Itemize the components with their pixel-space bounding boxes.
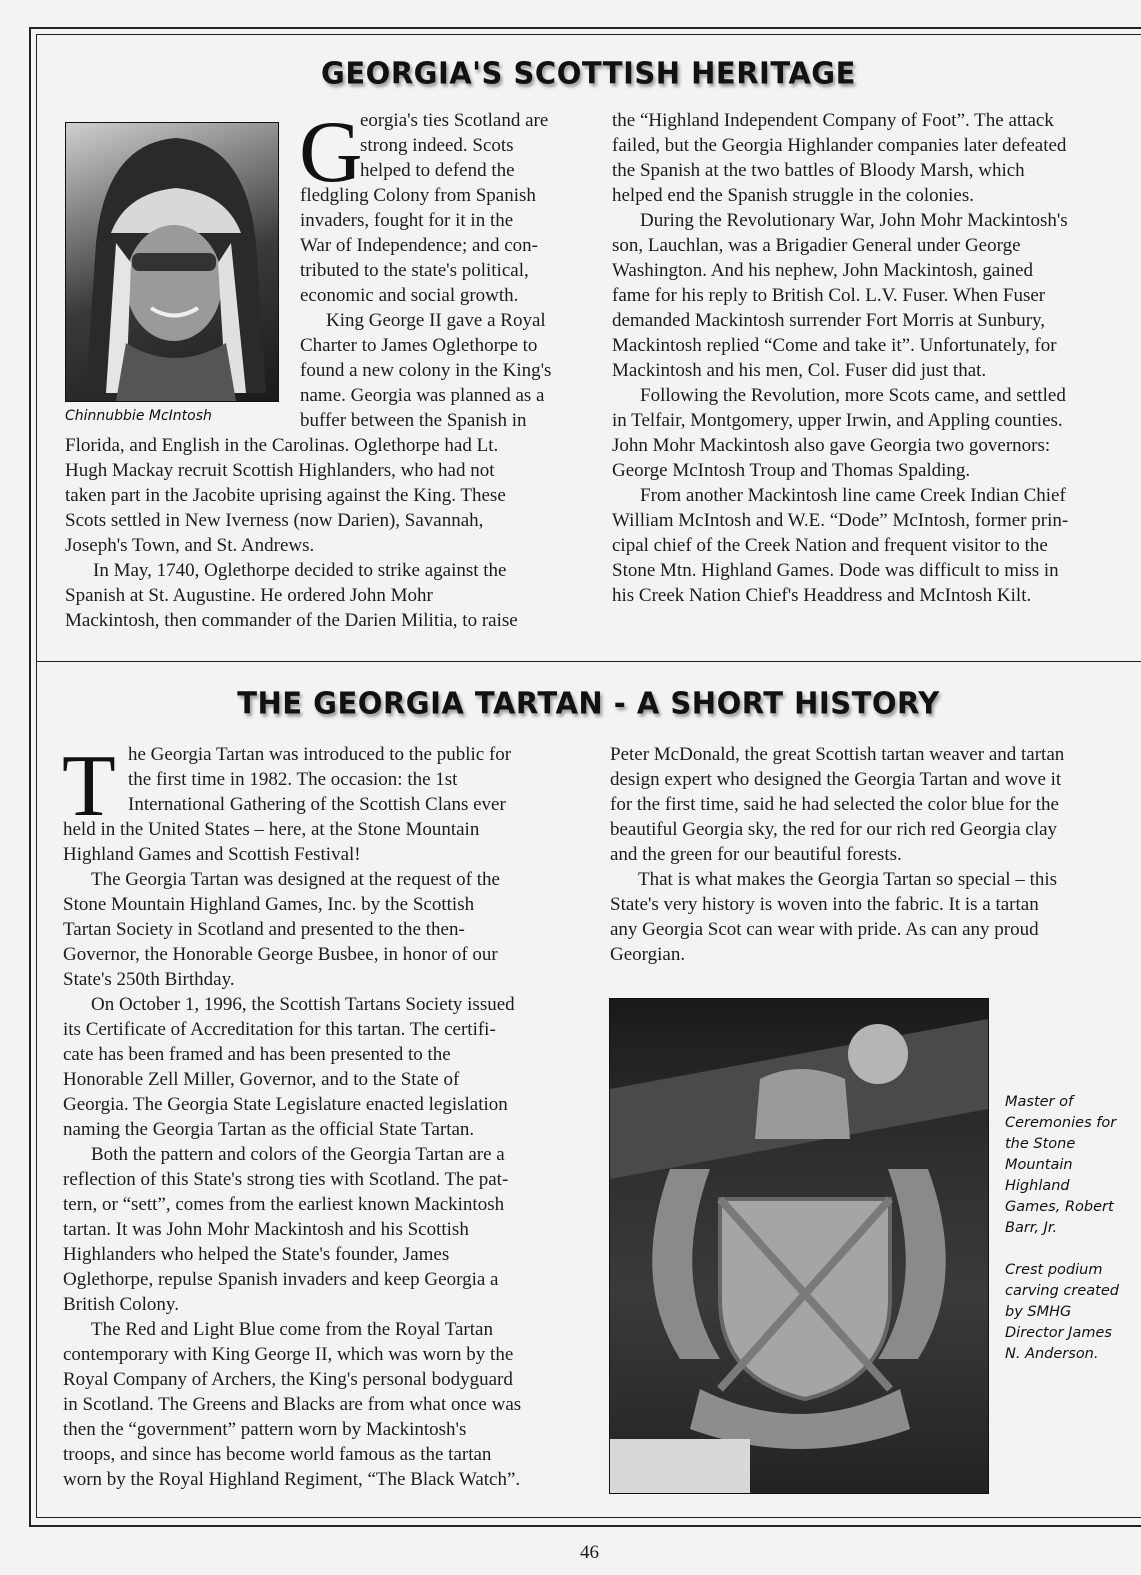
text-line: William McIntosh and W.E. “Dode” McIntosh, former prin- — [612, 510, 1069, 531]
text-line: Charter to James Oglethorpe to — [300, 335, 538, 356]
text-line: invaders, fought for it in the — [300, 210, 514, 231]
text-line: demanded Mackintosh surrender Fort Morris at Sunbury, — [612, 310, 1046, 331]
text-line: Oglethorpe, repulse Spanish invaders and keep Georgia a — [63, 1269, 499, 1290]
text-line: tern, or “sett”, comes from the earliest known Mackintosh — [63, 1194, 505, 1215]
text-line: Both the pattern and colors of the Georgia Tartan are a — [91, 1144, 505, 1165]
text-line: Honorable Zell Miller, Governor, and to the State of — [63, 1069, 460, 1090]
text-line: helped end the Spanish struggle in the colonies. — [612, 185, 974, 206]
text-line: helped to defend the — [360, 160, 515, 181]
text-line: King George II gave a Royal — [326, 310, 546, 331]
text-line: Stone Mtn. Highland Games. Dode was difficult to miss in — [612, 560, 1059, 581]
text-line: design expert who designed the Georgia Tartan and wove it — [610, 769, 1062, 790]
text-line: During the Revolutionary War, John Mohr Mackintosh's — [640, 210, 1068, 231]
text-line: then the “government” pattern worn by Mackintosh's — [63, 1419, 467, 1440]
text-line: taken part in the Jacobite uprising against the King. These — [65, 485, 506, 506]
text-line: Royal Company of Archers, the King's personal bodyguard — [63, 1369, 513, 1390]
text-line: in Telfair, Montgomery, upper Irwin, and Appling counties. — [612, 410, 1063, 431]
text-line: beautiful Georgia sky, the red for our rich red Georgia clay — [610, 819, 1058, 840]
text-line: fledgling Colony from Spanish — [300, 185, 536, 206]
text-line: On October 1, 1996, the Scottish Tartans Society issued — [91, 994, 515, 1015]
section2-title: THE GEORGIA TARTAN - A SHORT HISTORY — [237, 685, 940, 721]
text-line: Following the Revolution, more Scots came, and settled — [640, 385, 1066, 406]
text-line: Florida, and English in the Carolinas. Oglethorpe had Lt. — [65, 435, 499, 456]
text-line: Scots settled in New Iverness (now Darien), Savannah, — [65, 510, 484, 531]
text-line: cipal chief of the Creek Nation and frequent visitor to the — [612, 535, 1048, 556]
caption-line: Mountain — [1005, 1157, 1073, 1173]
text-line: The Red and Light Blue come from the Royal Tartan — [91, 1319, 493, 1340]
dropcap-g: G — [299, 104, 363, 201]
text-line: Highland Games and Scottish Festival! — [63, 844, 361, 865]
text-line: failed, but the Georgia Highlander companies later defeated — [612, 135, 1067, 156]
text-line: Washington. And his nephew, John Mackintosh, gained — [612, 260, 1033, 281]
text-line: Peter McDonald, the great Scottish tartan weaver and tartan — [610, 744, 1065, 765]
caption-line: Games, Robert — [1005, 1199, 1114, 1215]
text-line: Mackintosh and his men, Col. Fuser did just that. — [612, 360, 987, 381]
text-line: worn by the Royal Highland Regiment, “The Black Watch”. — [63, 1469, 521, 1490]
text-line: son, Lauchlan, was a Brigadier General under George — [612, 235, 1021, 256]
text-line: naming the Georgia Tartan as the official State Tartan. — [63, 1119, 475, 1140]
caption-line: Barr, Jr. — [1005, 1220, 1058, 1236]
text-line: Georgia. The Georgia State Legislature enacted legislation — [63, 1094, 508, 1115]
text-line: contemporary with King George II, which was worn by the — [63, 1344, 514, 1365]
page-number: 46 — [580, 1542, 599, 1563]
text-line: Governor, the Honorable George Busbee, in honor of our — [63, 944, 498, 965]
section-divider — [36, 661, 1141, 662]
text-line: State's 250th Birthday. — [63, 969, 235, 990]
text-line: Joseph's Town, and St. Andrews. — [65, 535, 315, 556]
photo-caption-chinnubbie: Chinnubbie McIntosh — [65, 408, 212, 424]
text-line: Hugh Mackay recruit Scottish Highlanders, who had not — [65, 460, 495, 481]
caption-line: Crest podium — [1005, 1262, 1103, 1278]
text-line: Mackintosh, then commander of the Darien Militia, to raise — [65, 610, 518, 631]
text-line: Spanish at St. Augustine. He ordered John Mohr — [65, 585, 433, 606]
text-line: Georgian. — [610, 944, 686, 965]
section1-title: GEORGIA'S SCOTTISH HERITAGE — [321, 55, 856, 91]
text-line: the “Highland Independent Company of Foot”. The attack — [612, 110, 1054, 131]
text-line: Highlanders who helped the State's founder, James — [63, 1244, 450, 1265]
text-line: economic and social growth. — [300, 285, 519, 306]
text-line: reflection of this State's strong ties with Scotland. The pat- — [63, 1169, 509, 1190]
caption-line — [1005, 1239, 1119, 1260]
text-line: in Scotland. The Greens and Blacks are from what once was — [63, 1394, 522, 1415]
text-line: From another Mackintosh line came Creek Indian Chief — [640, 485, 1066, 506]
chinnubbie-mcintosh-photo — [65, 122, 279, 402]
caption-line: Highland — [1005, 1178, 1070, 1194]
text-line: for the first time, said he had selected the color blue for the — [610, 794, 1059, 815]
text-line: he Georgia Tartan was introduced to the public for — [128, 744, 512, 765]
text-line: troops, and since has become world famous as the tartan — [63, 1444, 492, 1465]
text-line: tartan. It was John Mohr Mackintosh and his Scottish — [63, 1219, 469, 1240]
text-line: fame for his reply to British Col. L.V. Fuser. When Fuser — [612, 285, 1046, 306]
caption-line: N. Anderson. — [1005, 1346, 1099, 1362]
caption-line: Master of — [1005, 1094, 1074, 1110]
text-line: name. Georgia was planned as a — [300, 385, 545, 406]
text-line: British Colony. — [63, 1294, 179, 1315]
text-line: International Gathering of the Scottish Clans ever — [128, 794, 506, 815]
caption-line: carving created — [1005, 1283, 1119, 1299]
text-line: eorgia's ties Scotland are — [360, 110, 549, 131]
text-line: buffer between the Spanish in — [300, 410, 527, 431]
text-line: The Georgia Tartan was designed at the request of the — [91, 869, 500, 890]
crest-photo-caption — [1005, 1092, 1119, 1365]
text-line: John Mohr Mackintosh also gave Georgia two governors: — [612, 435, 1051, 456]
text-line: strong indeed. Scots — [360, 135, 514, 156]
crest-podium-photo — [609, 998, 989, 1494]
caption-line: the Stone — [1005, 1136, 1076, 1152]
text-line: tributed to the state's political, — [300, 260, 529, 281]
text-line: its Certificate of Accreditation for this tartan. The certifi- — [63, 1019, 496, 1040]
text-line: cate has been framed and has been presented to the — [63, 1044, 451, 1065]
text-line: Stone Mountain Highland Games, Inc. by the Scottish — [63, 894, 475, 915]
text-line: and the green for our beautiful forests. — [610, 844, 902, 865]
text-line: In May, 1740, Oglethorpe decided to strike against the — [93, 560, 507, 581]
text-line: Tartan Society in Scotland and presented to the then- — [63, 919, 465, 940]
text-line: George McIntosh Troup and Thomas Spalding. — [612, 460, 971, 481]
text-line: Mackintosh replied “Come and take it”. Unfortunately, for — [612, 335, 1057, 356]
text-line: State's very history is woven into the fabric. It is a tartan — [610, 894, 1039, 915]
text-line: the first time in 1982. The occasion: the 1st — [128, 769, 458, 790]
caption-line: Ceremonies for — [1005, 1115, 1117, 1131]
text-line: his Creek Nation Chief's Headdress and McIntosh Kilt. — [612, 585, 1032, 606]
text-line: War of Independence; and con- — [300, 235, 538, 256]
caption-line: Director James — [1005, 1325, 1112, 1341]
text-line: That is what makes the Georgia Tartan so special – this — [638, 869, 1058, 890]
text-line: held in the United States – here, at the Stone Mountain — [63, 819, 480, 840]
text-line: found a new colony in the King's — [300, 360, 552, 381]
text-line: any Georgia Scot can wear with pride. As can any proud — [610, 919, 1039, 940]
text-line: the Spanish at the two battles of Bloody Marsh, which — [612, 160, 1025, 181]
caption-line: by SMHG — [1005, 1304, 1072, 1320]
dropcap-t: T — [62, 738, 116, 835]
